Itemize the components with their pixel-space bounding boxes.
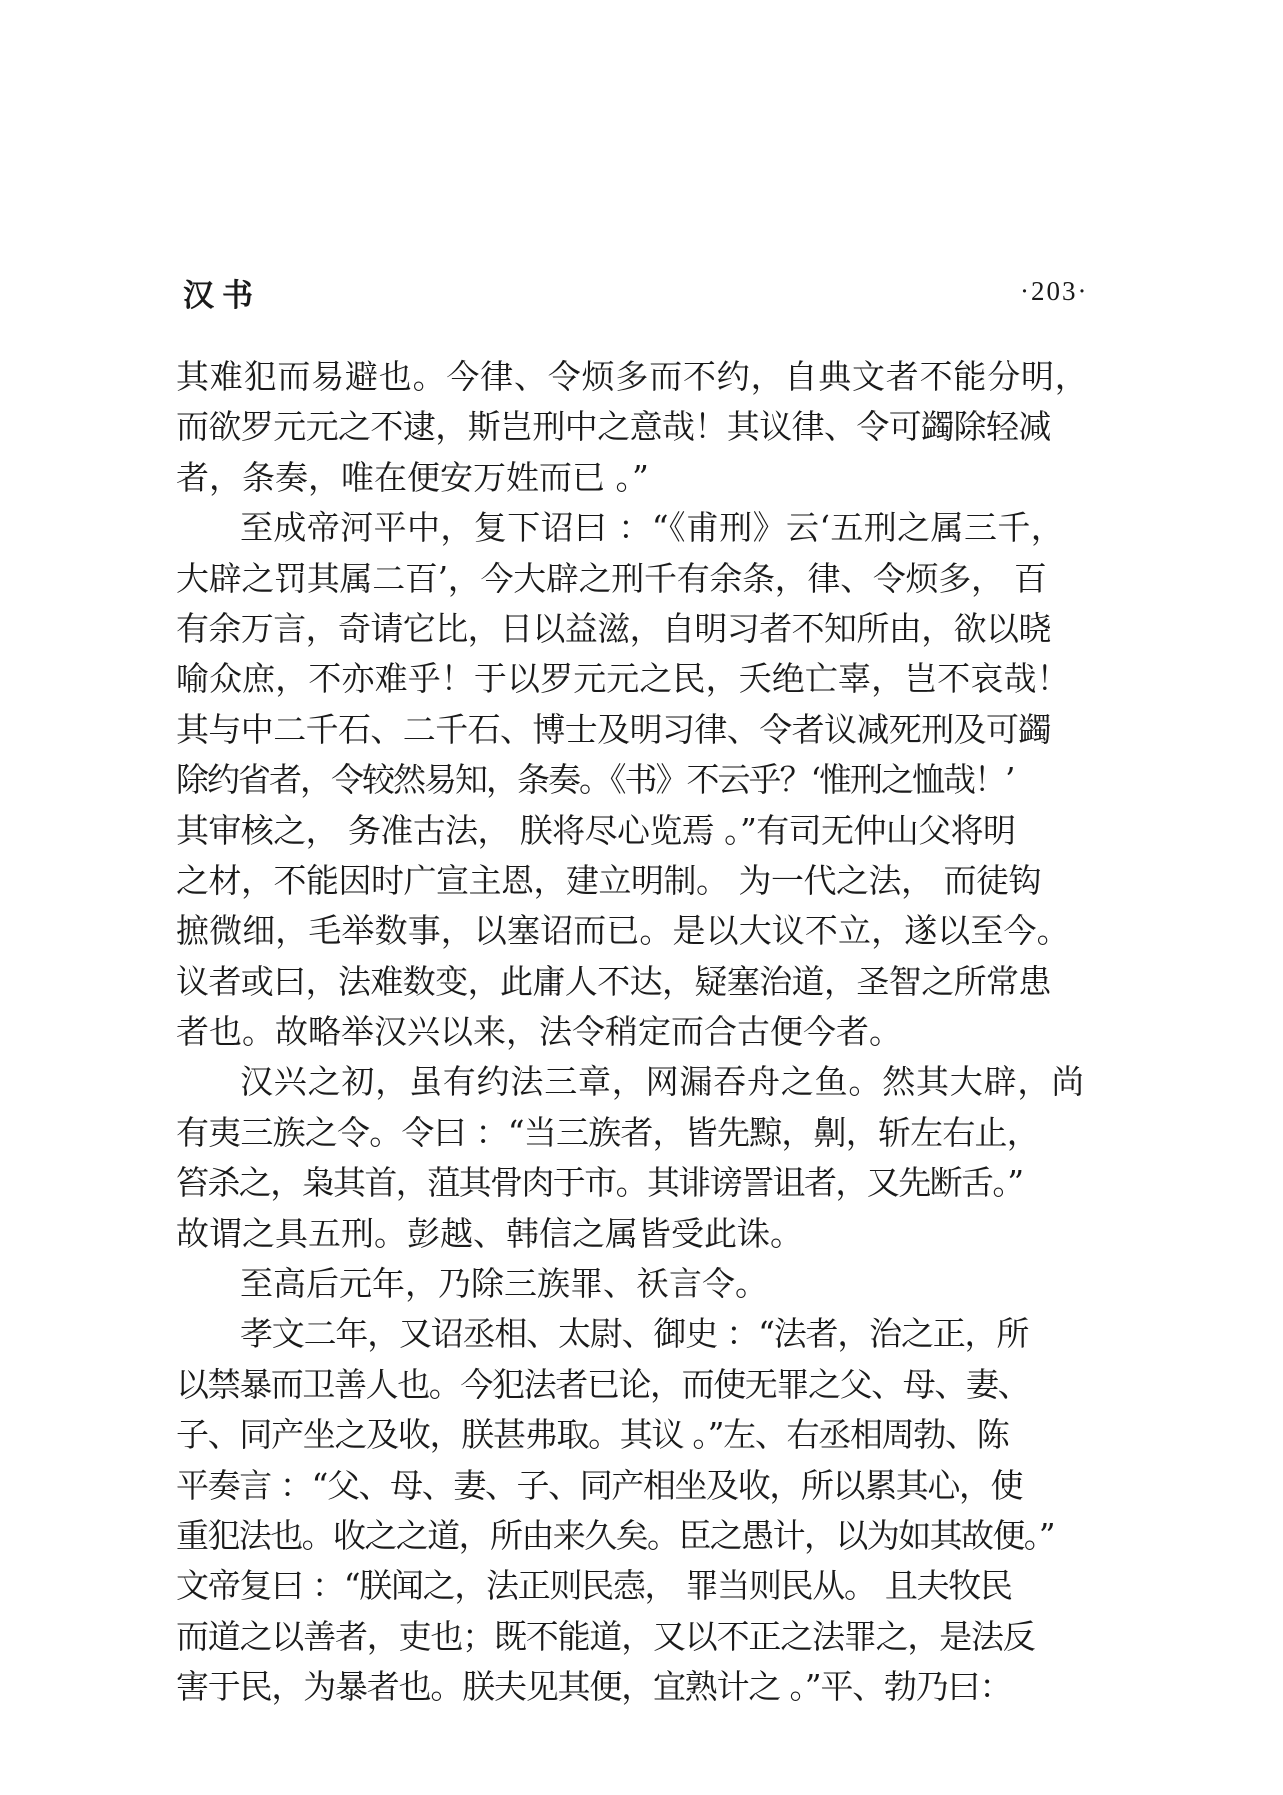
text-line: 孝文二年，又诏丞相、太尉、御史 ：“法者，治之正，所 [240, 1314, 1029, 1354]
text-line: 者也。故略举汉兴以来，法令稍定而合古便今者。 [176, 1012, 902, 1052]
text-line: 摭微细，毛举数事，以塞诏而已。是以大议不立，遂以至今。 [176, 911, 1070, 951]
text-line: 者，条奏，唯在便安万姓而已 。” [176, 457, 649, 497]
text-line: 大辟之罚其属二百’，今大辟之刑千有余条，律、令烦多， 百 [176, 558, 1047, 598]
page-number: ·203· [1020, 276, 1089, 306]
text-line: 而欲罗元元之不逮，斯岂刑中之意哉！其议律、令可蠲除轻减 [176, 407, 1051, 447]
text-line: 其与中二千石、二千石、博士及明习律、令者议减死刑及可蠲 [176, 709, 1051, 749]
running-title: 汉书 [183, 278, 261, 314]
text-line: 议者或曰，法难数变，此庸人不达，疑塞治道，圣智之所常患 [176, 961, 1051, 1001]
text-line: 文帝复曰 ：“朕闻之，法正则民悫， 罪当则民从。 且夫牧民 [176, 1566, 1012, 1606]
text-line: 害于民，为暴者也。朕夫见其便，宜熟计之 。”平、勃乃曰： [176, 1667, 1012, 1707]
text-line: 重犯法也。收之之道，所由来久矣。臣之愚计，以为如其故便。” [176, 1515, 1054, 1555]
text-line: 笞杀之，枭其首，菹其骨肉于市。其诽谤詈诅者，又先断舌。” [176, 1163, 1023, 1203]
body-text [176, 352, 1096, 1713]
text-line: 有夷三族之令。令曰 ：“当三族者，皆先黥，劓，斩左右止， [176, 1112, 1039, 1152]
text-line: 其审核之， 务准古法， 朕将尽心览焉 。”有司无仲山父将明 [176, 810, 1016, 850]
text-line: 至高后元年，乃除三族罪、祅言令。 [240, 1264, 768, 1304]
text-line: 之材，不能因时广宣主恩，建立明制。 为一代之法， 而徒钩 [176, 860, 1041, 900]
text-line: 以禁暴而卫善人也。今犯法者已论，而使无罪之父、母、妻、 [176, 1364, 1030, 1404]
text-line: 除约省者，令较然易知，条奏。《书》不云乎？‘惟刑之恤哉！’ [176, 760, 1014, 800]
text-line: 喻众庶，不亦难乎！于以罗元元之民，夭绝亡辜，岂不哀哉！ [176, 659, 1070, 699]
text-line: 而道之以善者，吏也；既不能道，又以不正之法罪之，是法反 [176, 1616, 1035, 1656]
text-line: 平奏言 ：“父、母、妻、子、同产相坐及收，所以累其心，使 [176, 1465, 1023, 1505]
text-line: 有余万言，奇请它比，日以益滋，自明习者不知所由，欲以晓 [176, 608, 1051, 648]
text-line: 子、同产坐之及收，朕甚弗取。其议 。”左、右丞相周勃、陈 [176, 1415, 1009, 1455]
text-line: 至成帝河平中，复下诏曰 ：“《甫刑》云‘五刑之属三千， [240, 508, 1065, 548]
text-line: 故谓之具五刑。彭越、韩信之属皆受此诛。 [176, 1213, 803, 1253]
text-line: 其难犯而易避也。今律、令烦多而不约，自典文者不能分明， [176, 357, 1089, 396]
text-line: 汉兴之初，虽有约法三章，网漏吞舟之鱼。然其大辟，尚 [240, 1062, 1085, 1102]
